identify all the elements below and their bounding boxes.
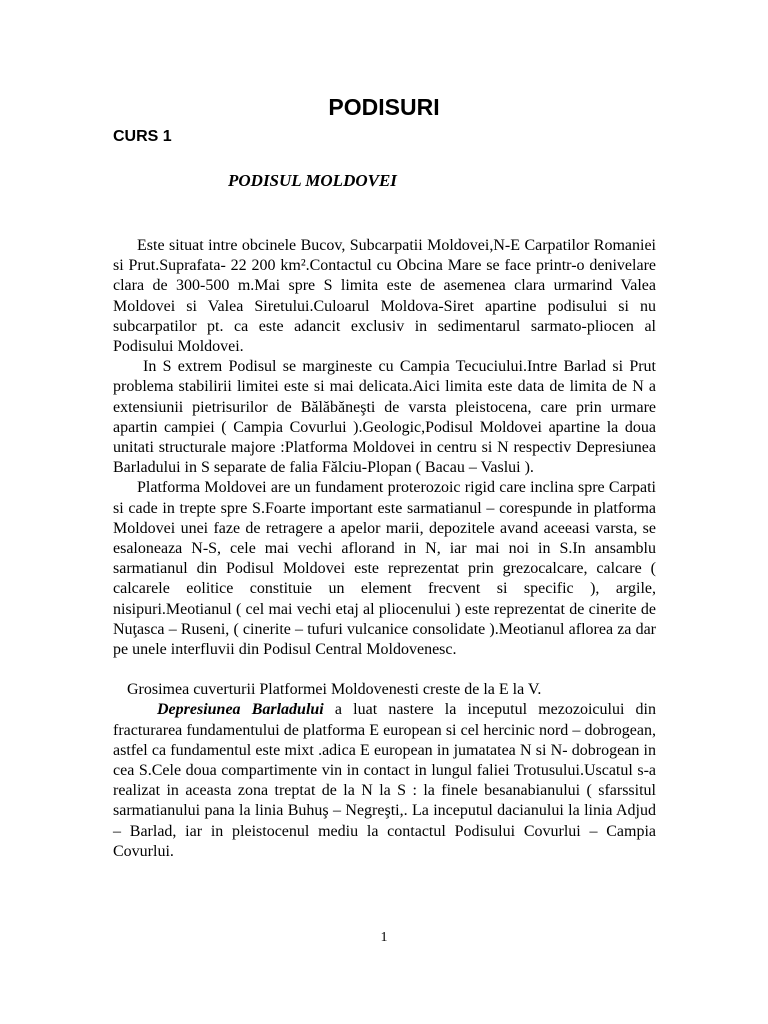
page-title: PODISURI bbox=[328, 94, 440, 120]
course-label: CURS 1 bbox=[113, 128, 172, 145]
paragraph-4: Grosimea cuverturii Platformei Moldovenesti creste de la E la V. bbox=[127, 681, 542, 699]
paragraph-1: Este situat intre obcinele Bucov, Subcarpatii Moldovei,N-E Carpatilor Romaniei si Prut.Suprafata- 22 200 km².Contactul cu Obcina Mare se face printr-o denivelare clara de 300-500 m.Mai spre S limita este de asemenea clara urmarind Valea Moldovei si Valea Siretului.Culoarul Moldova-Siret apartine podisului si nu subcarpatilor pt. ca este adancit exclusiv in sedimentarul sarmato-pliocen al Podisului Moldovei. bbox=[113, 237, 656, 356]
section-title: PODISUL MOLDOVEI bbox=[228, 171, 397, 190]
paragraph-3: Platforma Moldovei are un fundament proterozoic rigid care inclina spre Carpati si cade in trepte spre S.Foarte important este sarmatianul – corespunde in platforma Moldovei unei faze de retragere a apelor marii, depozitele avand aceeasi varsta, se esaloneaza N-S, cele mai vechi aflorand in N, iar mai noi in S.In ansamblu sarmatianul din Podisul Moldovei este reprezentat prin grezocalcare, calcare ( calcarele eolitice constituie un element frecvent si specific ), argile, nisipuri.Meotianul ( cel mai vechi etaj al pliocenului ) este reprezentat de cinerite de Nuţasca – Ruseni, ( cinerite – tufuri vulcanice consolidate ).Meotianul aflorea za dar pe unele interfluvii din Podisul Central Moldovenesc. bbox=[113, 479, 656, 659]
paragraph-5-text: a luat nastere la inceputul mezozoicului din fracturarea fundamentului de platforma E european si cel hercinic nord – dobrogean, astfel ca fundamentul este mixt .adica E european in jumatatea N si N- dobrogean in cea S.Cele doua compartimente vin in contact in lungul faliei Trotusului.Uscatul s-a realizat in aceasta zona treptat de la N la S : la finele besanabianului ( sfarssitul sarmatianului pana la linia Buhuş – Negreşti,. La inceputul dacianului la linia Adjud – Barlad, iar in pleistocenul mediu la contactul Podisului Covurlui – Campia Covurlui. bbox=[113, 701, 656, 860]
page-number: 1 bbox=[380, 930, 388, 945]
body-text bbox=[113, 236, 656, 862]
emphasized-term: Depresiunea Barladului bbox=[157, 701, 324, 719]
paragraph-2: In S extrem Podisul se margineste cu Campia Tecuciului.Intre Barlad si Prut problema stabilirii limitei este si mai delicata.Aici limita este data de limita de N a extensiunii pietrisurilor de Bălăbăneşti de varsta pleistocena, care prin urmare apartin campiei ( Campia Covurlui ).Geologic,Podisul Moldovei apartine la doua unitati structurale majore :Platforma Moldovei in centru si N respectiv Depresiunea Barladului in S separate de falia Fălciu-Plopan ( Bacau – Vaslui ). bbox=[113, 358, 656, 477]
paragraph-5 bbox=[113, 700, 656, 862]
